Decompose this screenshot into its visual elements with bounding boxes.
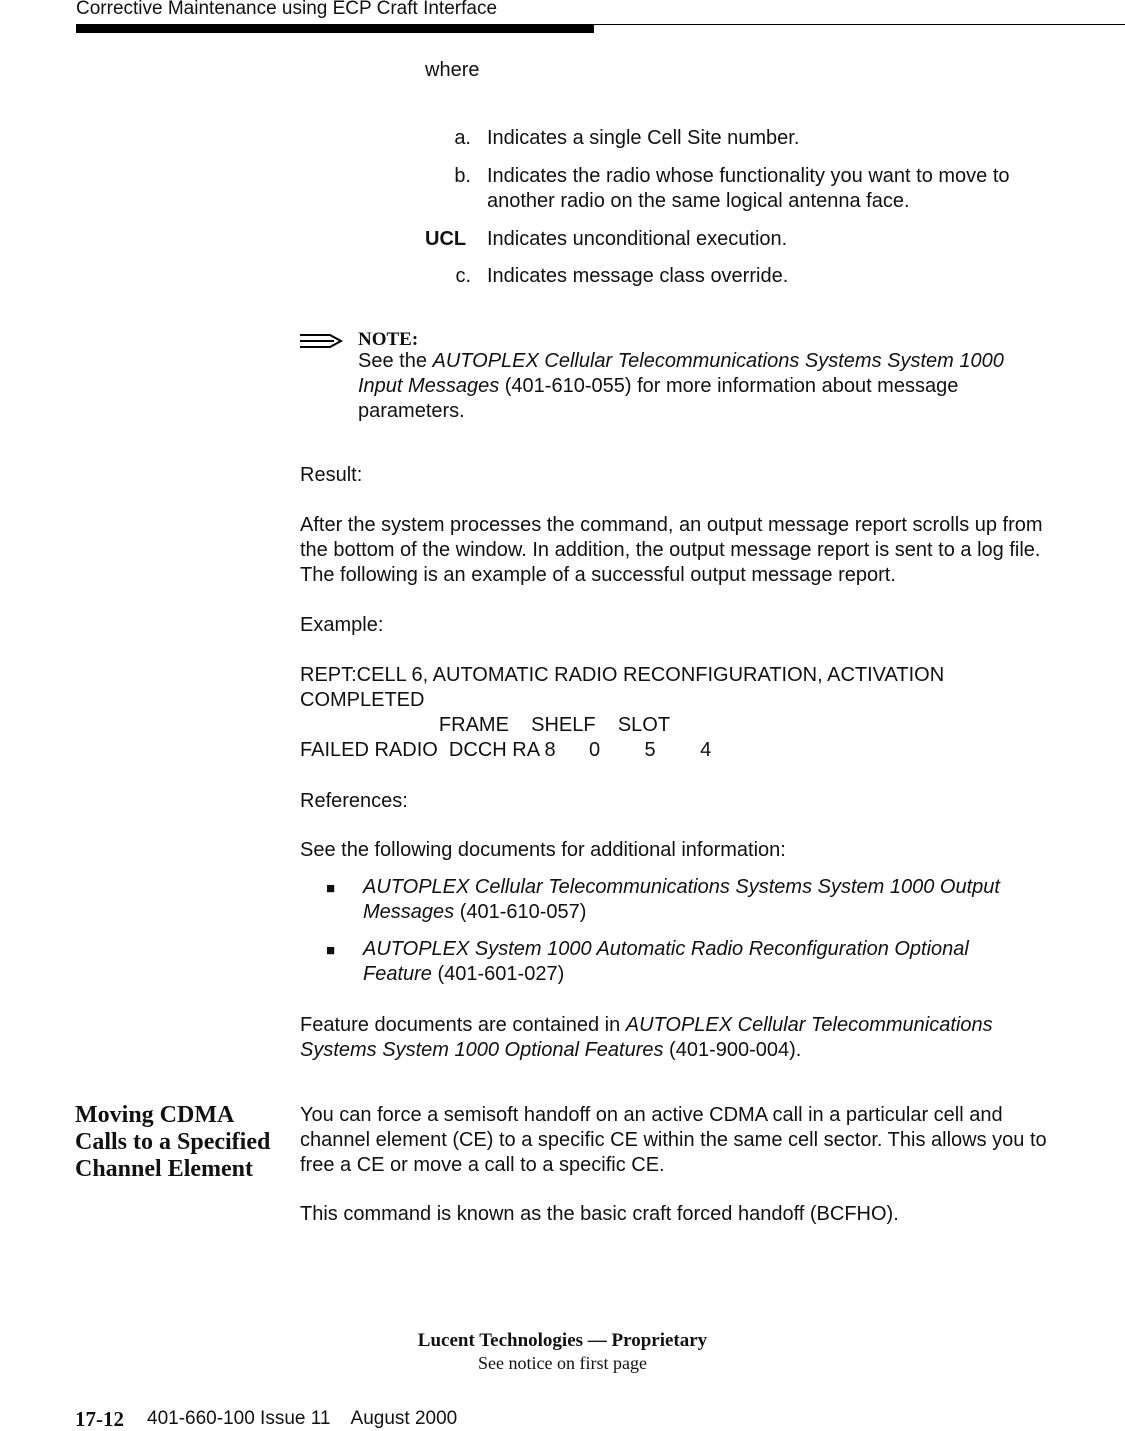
reference-number: (401-601-027) [431, 963, 565, 985]
example-data-row: FAILED RADIO DCCH RA 8 0 5 4 [300, 739, 712, 761]
definition-text-b: Indicates the radio whose functionality you want to move to another radio on the same logical antenna face. [487, 165, 1010, 212]
definition-label-b: b. [454, 165, 471, 187]
note-doc-title: AUTOPLEX Cellular Telecommunications Systems System 1000 Input Messages [358, 350, 1004, 397]
note-label: NOTE: [358, 329, 419, 350]
section-heading-line: Moving CDMA [75, 1102, 235, 1128]
section-paragraph-2: This command is known as the basic craft forced handoff (BCFHO). [300, 1203, 899, 1225]
header-rule-bar [76, 24, 594, 33]
bullet-icon: ■ [326, 942, 336, 959]
references-label: References: [300, 790, 408, 812]
bullet-icon: ■ [326, 880, 336, 897]
feature-suffix: (401-900-004). [663, 1039, 802, 1061]
reference-title: AUTOPLEX System 1000 Automatic Radio Reconfiguration Optional Feature [363, 938, 969, 985]
feature-documents-text [300, 1013, 1050, 1063]
page-number: 17-12 [75, 1407, 124, 1431]
result-text: After the system processes the command, an output message report scrolls up from the bottom of the window. In addition, the output message report is sent to a log file. The following is an example of a successful output message report. [300, 514, 1043, 586]
definition-label-ucl: UCL [425, 228, 467, 250]
running-header: Corrective Maintenance using ECP Craft Interface [76, 0, 498, 19]
feature-prefix: Feature documents are contained in [300, 1014, 626, 1036]
example-line-2: COMPLETED [300, 689, 425, 711]
note-text [358, 349, 1048, 424]
section-paragraph-1: You can force a semisoft handoff on an active CDMA call in a particular cell and channel element (CE) to a specific CE within the same cell sector. This allows you to free a CE or move a call to a specific CE. [300, 1104, 1047, 1176]
note-arrow-icon [298, 332, 344, 350]
definition-text-c: Indicates message class override. [487, 265, 789, 287]
definition-label-c: c. [455, 265, 471, 287]
reference-number: (401-610-057) [454, 901, 587, 923]
example-columns-header: FRAME SHELF SLOT [300, 714, 671, 736]
note-suffix: (401-610-055) for more information about message parameters. [358, 375, 959, 422]
example-label: Example: [300, 614, 384, 636]
document-info: 401-660-100 Issue 11 August 2000 [147, 1408, 458, 1429]
reference-item [363, 875, 1043, 925]
section-heading [75, 1102, 295, 1183]
result-label: Result: [300, 464, 363, 486]
reference-title: AUTOPLEX Cellular Telecommunications Systems System 1000 Output Messages [363, 876, 1000, 923]
definition-text-ucl: Indicates unconditional execution. [487, 228, 788, 250]
definition-label-a: a. [454, 127, 471, 149]
feature-doc-title: AUTOPLEX Cellular Telecommunications Systems System 1000 Optional Features [300, 1014, 993, 1061]
section-heading-line: Channel Element [75, 1156, 254, 1182]
example-line-1: REPT:CELL 6, AUTOMATIC RADIO RECONFIGURATION, ACTIVATION [300, 664, 945, 686]
reference-item [363, 937, 1043, 987]
where-label: where [425, 59, 480, 81]
note-prefix: See the [358, 350, 433, 372]
footer-proprietary: Lucent Technologies — Proprietary [417, 1330, 708, 1351]
references-intro: See the following documents for additional information: [300, 839, 786, 861]
footer-notice: See notice on first page [478, 1353, 647, 1373]
section-heading-line: Calls to a Specified [75, 1129, 271, 1155]
definition-text-a: Indicates a single Cell Site number. [487, 127, 800, 149]
